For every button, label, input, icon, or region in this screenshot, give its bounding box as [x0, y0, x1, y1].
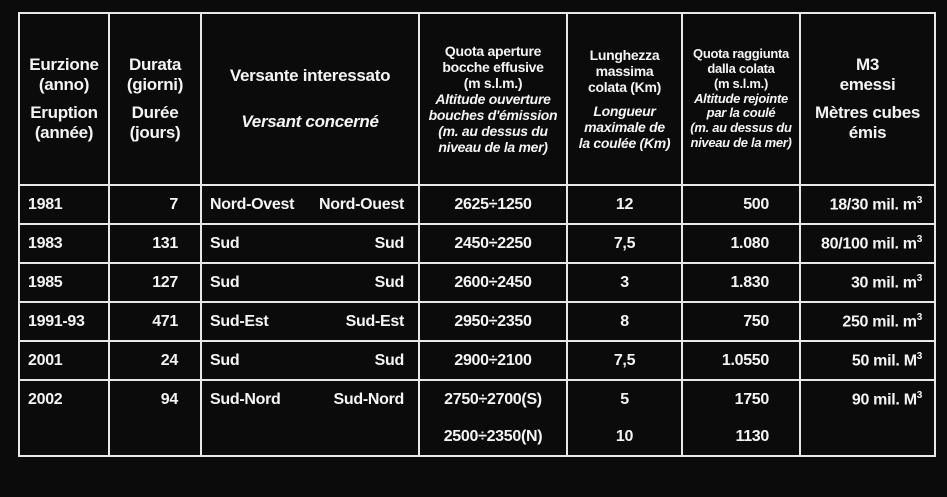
side-it: Sud-Nord — [210, 390, 281, 408]
cell-volume: 50 mil. $M^3$ — [800, 341, 935, 380]
cell-year: 2001 — [19, 341, 109, 380]
cell-volume: 80/100 mil. $m^3$ — [800, 224, 935, 263]
cell-year: 1983 — [19, 224, 109, 263]
cell-vents: 2950÷2350 — [419, 302, 567, 341]
cell-length: 12 — [567, 185, 682, 224]
cell-vents: 2500÷2350(N) — [419, 418, 567, 456]
cell-side — [201, 302, 419, 341]
side-fr: Nord-Ouest — [318, 195, 404, 213]
cell-empty — [19, 418, 109, 456]
cell-length: 7,5 — [567, 341, 682, 380]
cell-side — [201, 380, 419, 418]
cell-length: 3 — [567, 263, 682, 302]
cell-volume: 250 mil. $m^3$ — [800, 302, 935, 341]
cell-side — [201, 185, 419, 224]
cell-side — [201, 224, 419, 263]
table-row — [19, 263, 935, 302]
table-row — [19, 380, 935, 418]
side-it: Sud — [210, 234, 240, 252]
table-row — [19, 302, 935, 341]
side-fr: Sud — [374, 234, 404, 252]
header-row — [19, 13, 935, 185]
cell-volume: 90 mil. $M^3$ — [800, 380, 935, 418]
side-fr: Sud — [374, 351, 404, 369]
cell-length: 5 — [567, 380, 682, 418]
eruption-table — [18, 12, 936, 457]
header-max-length: Lunghezza massima colata (Km) Longueur maximale de la coulée (Km) — [567, 13, 682, 185]
header-duration: Durata (giorni) Durée (jours) — [109, 13, 201, 185]
cell-empty — [800, 418, 935, 456]
cell-duration: 94 — [109, 380, 201, 418]
table-row-continuation — [19, 418, 935, 456]
table-row — [19, 185, 935, 224]
cell-duration: 471 — [109, 302, 201, 341]
cell-duration: 127 — [109, 263, 201, 302]
table-row — [19, 341, 935, 380]
cell-flow-altitude: 1130 — [682, 418, 800, 456]
cell-volume: 18/30 mil. $m^3$ — [800, 185, 935, 224]
header-side: Versante interessato Versant concerné — [201, 13, 419, 185]
cell-duration: 24 — [109, 341, 201, 380]
cell-year: 1991-93 — [19, 302, 109, 341]
cell-year: 2002 — [19, 380, 109, 418]
side-it: Sud — [210, 351, 240, 369]
cell-vents: 2750÷2700(S) — [419, 380, 567, 418]
cell-empty — [201, 418, 419, 456]
cell-length: 10 — [567, 418, 682, 456]
eruption-table-frame — [18, 12, 934, 470]
cell-flow-altitude: 1750 — [682, 380, 800, 418]
side-it: Sud — [210, 273, 240, 291]
cell-flow-altitude: 1.830 — [682, 263, 800, 302]
cell-length: 8 — [567, 302, 682, 341]
cell-year: 1981 — [19, 185, 109, 224]
header-volume: M3 emessi Mètres cubes émis — [800, 13, 935, 185]
cell-side — [201, 341, 419, 380]
cell-flow-altitude: 750 — [682, 302, 800, 341]
header-vents-altitude: Quota aperture bocche effusive (m s.l.m.) Altitude ouverture bouches d'émission (m. au dessus du niveau de la mer) — [419, 13, 567, 185]
cell-vents: 2900÷2100 — [419, 341, 567, 380]
cell-empty — [109, 418, 201, 456]
header-flow-altitude: Quota raggiunta dalla colata (m s.l.m.) Altitude rejointe par la coulé (m. au dessus du niveau de la mer) — [682, 13, 800, 185]
side-it: Sud-Est — [210, 312, 269, 330]
cell-duration: 131 — [109, 224, 201, 263]
cell-vents: 2625÷1250 — [419, 185, 567, 224]
side-fr: Sud-Nord — [333, 390, 404, 408]
header-eruption: Eurzione (anno) Eruption (année) — [19, 13, 109, 185]
cell-flow-altitude: 1.0550 — [682, 341, 800, 380]
cell-flow-altitude: 1.080 — [682, 224, 800, 263]
cell-vents: 2450÷2250 — [419, 224, 567, 263]
cell-side — [201, 263, 419, 302]
side-fr: Sud-Est — [345, 312, 404, 330]
cell-length: 7,5 — [567, 224, 682, 263]
side-it: Nord-Ovest — [210, 195, 295, 213]
table-row — [19, 224, 935, 263]
cell-duration: 7 — [109, 185, 201, 224]
cell-vents: 2600÷2450 — [419, 263, 567, 302]
cell-flow-altitude: 500 — [682, 185, 800, 224]
cell-year: 1985 — [19, 263, 109, 302]
side-fr: Sud — [374, 273, 404, 291]
cell-volume: 30 mil. $m^3$ — [800, 263, 935, 302]
